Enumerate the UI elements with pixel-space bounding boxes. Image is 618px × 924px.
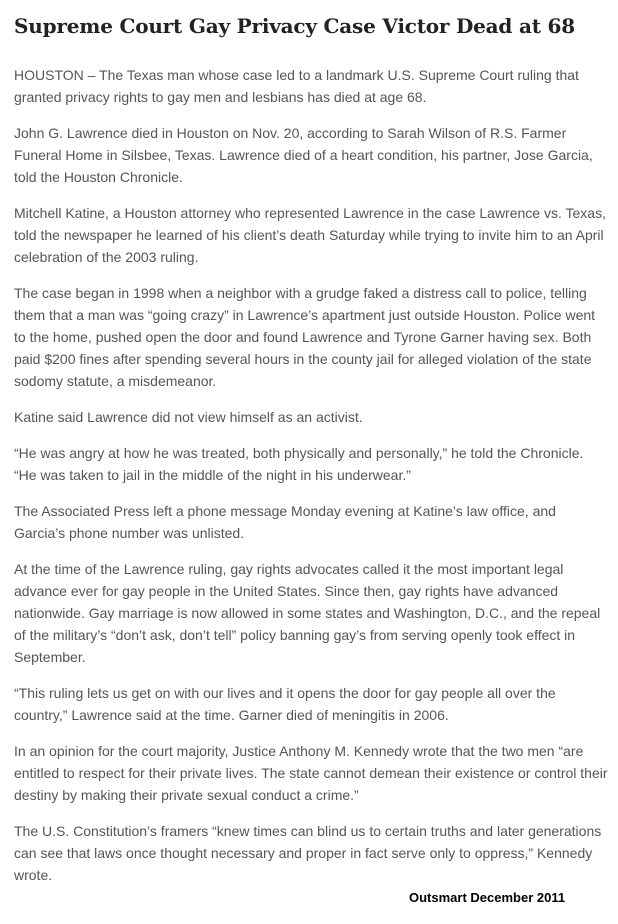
article <box>14 14 609 900</box>
article-paragraph: The case began in 1998 when a neighbor with a grudge faked a distress call to police, telling them that a man was “going crazy” in Lawrence’s apartment just outside Houston. Police went to the home, pushed open the door and found Lawrence and Tyrone Garner having sex. Both paid $200 fines after spending several hours in the county jail for alleged violation of the state sodomy statute, a misdemeanor. <box>14 285 596 389</box>
article-paragraph: Mitchell Katine, a Houston attorney who represented Lawrence in the case Lawrence vs. Texas, told the newspaper he learned of his client’s death Saturday while trying to invite him to an April celebration of the 2003 ruling. <box>14 205 606 265</box>
article-paragraph: In an opinion for the court majority, Justice Anthony M. Kennedy wrote that the two men “are entitled to respect for their private lives. The state cannot demean their existence or control their destiny by making their private sexual conduct a crime.” <box>14 743 608 803</box>
article-paragraph: HOUSTON – The Texas man whose case led to a landmark U.S. Supreme Court ruling that granted privacy rights to gay men and lesbians has died at age 68. <box>14 67 579 105</box>
article-headline: Supreme Court Gay Privacy Case Victor Dead at 68 <box>14 14 575 38</box>
article-paragraph: “He was angry at how he was treated, both physically and personally,” he told the Chronicle. “He was taken to jail in the middle of the night in his underwear.” <box>14 445 584 483</box>
article-paragraph: The Associated Press left a phone message Monday evening at Katine’s law office, and Garcia’s phone number was unlisted. <box>14 503 556 541</box>
article-paragraph: “This ruling lets us get on with our lives and it opens the door for gay people all over the country,” Lawrence said at the time. Garner died of meningitis in 2006. <box>14 685 556 723</box>
article-paragraph: At the time of the Lawrence ruling, gay rights advocates called it the most important legal advance ever for gay people in the United States. Since then, gay rights have advanced nationwide. Gay marriage is now allowed in some states and Washington, D.C., and the repeal of the military’s “don’t ask, don’t tell” policy banning gay’s from serving openly took effect in September. <box>14 561 601 665</box>
article-paragraph: John G. Lawrence died in Houston on Nov. 20, according to Sarah Wilson of R.S. Farmer Funeral Home in Silsbee, Texas. Lawrence died of a heart condition, his partner, Jose Garcia, told the Houston Chronicle. <box>14 125 593 185</box>
source-note: Outsmart December 2011 <box>409 890 566 905</box>
article-body <box>14 64 609 886</box>
article-paragraph: Katine said Lawrence did not view himself as an activist. <box>14 409 363 425</box>
article-paragraph: The U.S. Constitution’s framers “knew times can blind us to certain truths and later generations can see that laws once thought necessary and proper in fact serve only to oppress,” Kennedy wrote. <box>14 823 602 883</box>
